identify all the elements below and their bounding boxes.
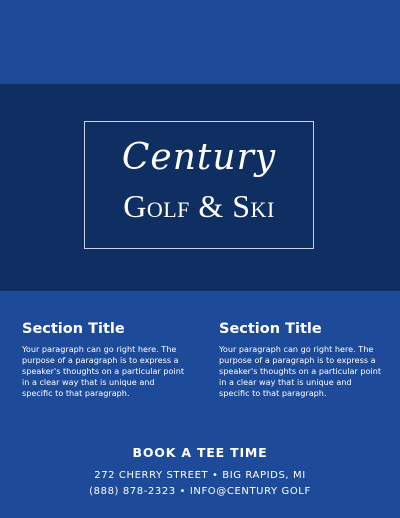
address-line: 272 CHERRY STREET • BIG RAPIDS, MI	[94, 470, 306, 481]
section-left	[22, 319, 184, 399]
logo-frame	[84, 121, 314, 249]
section-paragraph: Your paragraph can go right here. The purpose of a paragraph is to express a speaker's thoughts on a particular point in a clear way that is unique and specific to that paragraph.	[22, 344, 184, 398]
contact-line: (888) 878-2323 • INFO@CENTURY GOLF	[89, 486, 311, 497]
top-band	[0, 0, 400, 84]
section-right	[219, 319, 381, 399]
section-paragraph: Your paragraph can go right here. The purpose of a paragraph is to express a speaker's thoughts on a particular point in a clear way that is unique and specific to that paragraph.	[219, 344, 381, 398]
logo-main-text: Golf & Ski	[123, 188, 275, 224]
section-title: Section Title	[219, 321, 322, 337]
book-tee-time-heading: BOOK A TEE TIME	[132, 445, 268, 460]
logo-script-text: Century	[121, 137, 277, 178]
section-title: Section Title	[22, 321, 125, 337]
